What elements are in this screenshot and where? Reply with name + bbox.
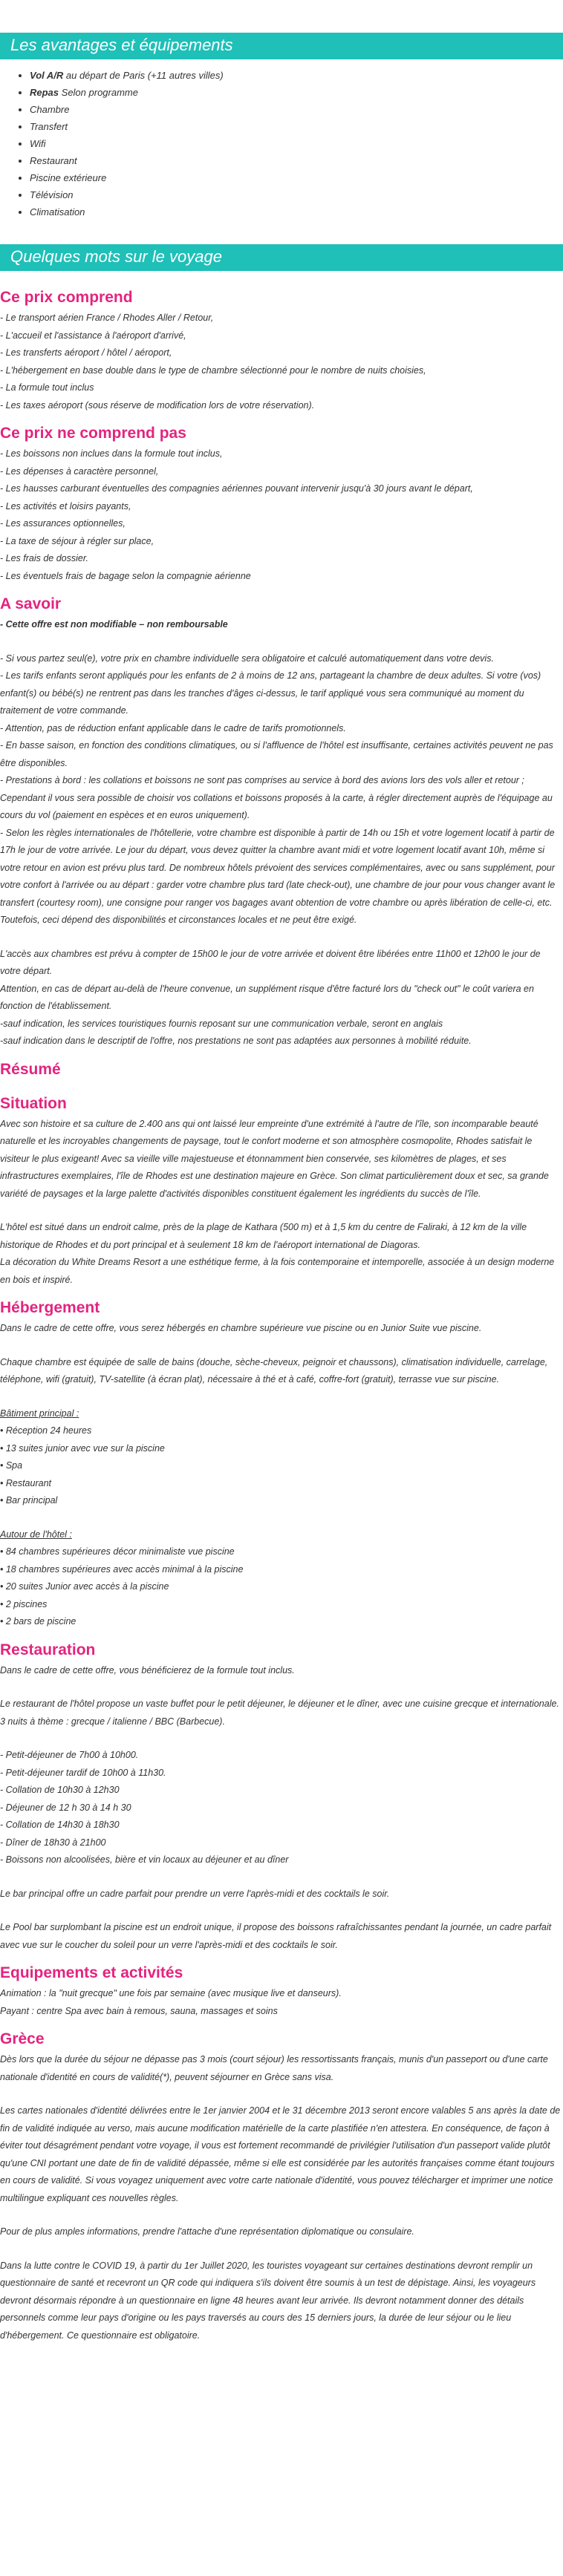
grece-title: Grèce xyxy=(0,2030,45,2047)
situation-paragraph-1: Avec son histoire et sa culture de 2.400 ans qui ont laissé leur empreinte d'une extrémité à l'autre de l'île, son incomparable beauté naturelle et les incroyables changements de paysage, tout le confort moderne et son atmosphère cosmopolite, Rhodes satisfait le visiteur le plus exigeant! Avec sa vieille ville majestueuse et étonnamment bien conservée, ses kilomètres de plages, et ses infrastructures exemplaires, l'île de Rhodes est une destination majeure en Grèce. Son climat particulièrement doux et sec, sa grande variété de paysages et la large palette d'activités disponibles constituent également les ingrédients du succès de l'île. xyxy=(0,1118,549,1199)
autour-item: • 18 chambres supérieures avec accès minimal à la piscine xyxy=(0,1563,244,1575)
avantage-item-text: Chambre xyxy=(30,104,70,115)
prix-comprend-line: - L'accueil et l'assistance à l'aéroport d'arrivé, xyxy=(0,330,186,341)
autour-item: • 2 bars de piscine xyxy=(0,1616,77,1627)
a-savoir-line: - Les tarifs enfants seront appliqués pour les enfants de 2 à moins de 12 ans, partageant la chambre de deux adultes. Si votre (vos) enfant(s) ou bébé(s) ne rentrent pas dans les tranches d'âges ci-dessus, le tarif appliqué vous sera communiqué au moment du traitement de votre commande. xyxy=(0,670,541,716)
a-savoir-line: - Si vous partez seul(e), votre prix en chambre individuelle sera obligatoire et calculé automatiquement dans votre devis. xyxy=(0,653,494,664)
restauration-bar: Le bar principal offre un cadre parfait pour prendre un verre l'après-midi et des cocktails le soir. xyxy=(0,1888,390,1899)
horaire-item: - Petit-déjeuner tardif de 10h00 à 11h30. xyxy=(0,1767,166,1778)
a-savoir-paragraph-2 xyxy=(0,946,563,1050)
avantage-item-text: Climatisation xyxy=(30,206,85,218)
prix-ne-comprend-line: - Les éventuels frais de bagage selon la compagnie aérienne xyxy=(0,570,251,581)
prix-ne-comprend-line: - Les assurances optionnelles, xyxy=(0,518,126,529)
prix-ne-comprend-line: - Les hausses carburant éventuelles des compagnies aériennes pouvant intervenir jusqu'à 30 jours avant le départ, xyxy=(0,483,473,494)
a-savoir-line: - Selon les règles internationales de l'hôtellerie, votre chambre est disponible à partir de 14h ou 15h et votre logement locatif à partir de 17h le jour de votre arrivée. Le jour du départ, vous devez quitter la chambre avant midi et votre logement locatif avant 10h, même si votre retour en avion est prévu plus tard. De nombreux hôtels prévoient des services complémentaires, avec ou sans supplément, pour votre confort à l'arrivée ou au départ : garder votre chambre plus tard (late check-out), une chambre de jour pour vous changer avant le transfert (courtesy room), une consigne pour ranger vos bagages avant obtention de votre chambre ou après libération de celle-ci, etc. Toutefois, ceci dépend des disponibilités et circonstances locales et ne peut être exigé. xyxy=(0,827,556,925)
prix-ne-comprend-list xyxy=(0,445,563,585)
horaire-item: - Petit-déjeuner de 7h00 à 10h00. xyxy=(0,1750,139,1760)
grece-paragraph-2: Les cartes nationales d'identité délivrées entre le 1er janvier 2004 et le 31 décembre 2013 seront encore valables 5 ans après la date de fin de validité indiquée au verso, mais aucune modification matérielle de la carte plastifiée n'en attestera. En conséquence, de façon à éviter tout désagrément pendant votre voyage, il vous est fortement recommandé de privilégier l'utilisation d'un passeport valide plutôt qu'une CNI portant une date de fin de validité dépassée, même si elle est considérée par les autorités françaises comme étant toujours en cours de validité. Si vous voyagez uniquement avec votre carte nationale d'identité, vous pouvez télécharger et imprimer une notice multilingue expliquant ces nouvelles règles. xyxy=(0,2105,561,2203)
resume-title: Résumé xyxy=(0,1060,61,1078)
a-savoir-line: -sauf indication dans le descriptif de l'offre, nos prestations ne sont pas adaptées aux personnes à mobilité réduite. xyxy=(0,1036,472,1046)
a-savoir-title: A savoir xyxy=(0,595,62,612)
horaires-list xyxy=(0,1747,563,1869)
autour-label: Autour de l'hôtel : xyxy=(0,1529,72,1540)
restauration-line: Le restaurant de l'hôtel propose un vaste buffet pour le petit déjeuner, le déjeuner et le dîner, avec une cuisine grecque et internationale. xyxy=(0,1699,559,1709)
grece-paragraph-1: Dès lors que la durée du séjour ne dépasse pas 3 mois (court séjour) les ressortissants français, munis d'un passeport ou d'une carte nationale d'identité en cours de validité(*), peuvent séjourner en Grèce sans visa. xyxy=(0,2054,548,2082)
situation-line: L'hôtel est situé dans un endroit calme, près de la plage de Kathara (500 m) et à 1,5 km du centre de Faliraki, à 12 km de la ville historique de Rhodes et du port principal et à seulement 18 km de l'aéroport international de Diagoras. xyxy=(0,1222,527,1250)
grece-paragraph-3: Pour de plus amples informations, prendre l'attache d'une représentation diplomatique ou consulaire. xyxy=(0,2226,414,2237)
avantage-item xyxy=(30,152,563,169)
avantage-item xyxy=(30,186,563,203)
restauration-line: 3 nuits à thème : grecque / italienne / BBC (Barbecue). xyxy=(0,1716,225,1727)
prix-comprend-list xyxy=(0,310,563,414)
restauration-intro: Dans le cadre de cette offre, vous bénéficierez de la formule tout inclus. xyxy=(0,1664,295,1676)
avantage-item-text: Restaurant xyxy=(30,155,77,166)
batiment-item: • Bar principal xyxy=(0,1495,58,1506)
batiment-list xyxy=(0,1422,563,1510)
equipements-list xyxy=(0,1985,563,2020)
equipement-line: Payant : centre Spa avec bain à remous, sauna, massages et soins xyxy=(0,2005,278,2016)
situation-line: La décoration du White Dreams Resort a une esthétique ferme, à la fois contemporaine et intemporelle, associée à un design moderne en bois et inspiré. xyxy=(0,1257,555,1285)
avantages-header: Les avantages et équipements xyxy=(0,33,563,59)
autour-item: • 20 suites Junior avec accès à la piscine xyxy=(0,1581,169,1592)
a-savoir-line: L'accès aux chambres est prévu à compter de 15h00 le jour de votre arrivée et doivent être libérées entre 11h00 et 12h00 le jour de votre départ. xyxy=(0,948,541,976)
voyage-content xyxy=(0,278,563,2344)
equipement-line: Animation : la "nuit grecque" une fois par semaine (avec musique live et danseurs). xyxy=(0,1988,342,1998)
autour-item: • 84 chambres supérieures décor minimaliste vue piscine xyxy=(0,1546,235,1557)
avantage-item-text: Wifi xyxy=(30,138,46,149)
prix-ne-comprend-line: - La taxe de séjour à régler sur place, xyxy=(0,535,154,546)
horaire-item: - Collation de 14h30 à 18h30 xyxy=(0,1820,120,1830)
a-savoir-line: - En basse saison, en fonction des conditions climatiques, ou si l'affluence de l'hôtel est insuffisante, certaines activités peuvent ne pas être disponibles. xyxy=(0,740,553,768)
avantage-item-text: Piscine extérieure xyxy=(30,172,107,183)
a-savoir-line: - Prestations à bord : les collations et boissons ne sont pas comprises au service à bord des avions lors des vols aller et retour ; Cependant il vous sera possible de choisir vos collations et boissons proposés à la carte, à régler directement auprès de l'équipage au cours du vol (paiement en espèces et en euros uniquement). xyxy=(0,775,553,820)
prix-comprend-line: - Le transport aérien France / Rhodes Aller / Retour, xyxy=(0,313,214,323)
a-savoir-line: Attention, en cas de départ au-delà de l'heure convenue, un supplément risque d'être facturé lors du "check out" le coût variera en fonction de l'établissement. xyxy=(0,983,534,1011)
avantage-item xyxy=(30,203,563,220)
batiment-item: • Spa xyxy=(0,1460,23,1471)
batiment-item: • Réception 24 heures xyxy=(0,1425,92,1436)
a-savoir-paragraph-1 xyxy=(0,650,563,929)
grece-paragraph-4: Dans la lutte contre le COVID 19, à partir du 1er Juillet 2020, les touristes voyageant sur certaines destinations devront remplir un questionnaire de santé et recevront un QR code qui indiquera s'ils doivent être soumis à un test de dépistage. Ainsi, les voyageurs devront désormais répondre à un questionnaire en ligne 48 heures avant leur arrivée. Ils devront notamment donner des détails personnels comme leur pays d'origine ou les pays traversés au cours des 15 derniers jours, la durée de leur séjour ou le lieu d'hébergement. Ce questionnaire est obligatoire. xyxy=(0,2260,536,2341)
a-savoir-line: -sauf indication, les services touristiques fournis reposant sur une communication verbale, seront en anglais xyxy=(0,1018,443,1029)
restauration-title: Restauration xyxy=(0,1641,96,1658)
batiment-item: • 13 suites junior avec vue sur la piscine xyxy=(0,1442,165,1454)
avantage-item xyxy=(30,101,563,118)
avantage-item-text: Selon programme xyxy=(59,87,138,98)
situation-paragraph-2 xyxy=(0,1219,563,1289)
horaire-item: - Dîner de 18h30 à 21h00 xyxy=(0,1837,106,1848)
hebergement-equipment: Chaque chambre est équipée de salle de bains (douche, sèche-cheveux, peignoir et chaussons), climatisation individuelle, carrelage, téléphone, wifi (gratuit), TV-satellite (à écran plat), nécessaire à thé et à café, coffre-fort (gratuit), terrasse vue sur piscine. xyxy=(0,1356,548,1385)
avantage-item xyxy=(30,118,563,135)
avantages-list xyxy=(0,67,563,220)
avantage-item xyxy=(30,67,563,84)
situation-title: Situation xyxy=(0,1094,67,1112)
horaire-item: - Boissons non alcoolisées, bière et vin locaux au déjeuner et au dîner xyxy=(0,1854,289,1865)
prix-ne-comprend-line: - Les activités et loisirs payants, xyxy=(0,500,131,511)
restauration-pool-bar: Le Pool bar surplombant la piscine est un endroit unique, il propose des boissons rafraîchissantes pendant la journée, un cadre parfait avec vue sur le coucher du soleil pour un verre l'après-midi et des cocktails le soir. xyxy=(0,1922,552,1950)
prix-comprend-title: Ce prix comprend xyxy=(0,289,133,306)
hebergement-title: Hébergement xyxy=(0,1299,100,1316)
a-savoir-line: - Attention, pas de réduction enfant applicable dans le cadre de tarifs promotionnels. xyxy=(0,722,346,733)
avantage-item-bold: Repas xyxy=(30,87,59,98)
hebergement-intro: Dans le cadre de cette offre, vous serez hébergés en chambre supérieure vue piscine ou en Junior Suite vue piscine. xyxy=(0,1323,482,1333)
voyage-header: Quelques mots sur le voyage xyxy=(0,244,563,271)
autour-item: • 2 piscines xyxy=(0,1598,48,1609)
prix-comprend-line: - L'hébergement en base double dans le type de chambre sélectionné pour le nombre de nuits choisies, xyxy=(0,365,426,376)
avantage-item-text: Télévision xyxy=(30,189,74,200)
batiment-item: • Restaurant xyxy=(0,1477,51,1488)
prix-comprend-line: - Les taxes aéroport (sous réserve de modification lors de votre réservation). xyxy=(0,399,315,411)
prix-ne-comprend-title: Ce prix ne comprend pas xyxy=(0,425,186,442)
avantage-item-text: au départ de Paris (+11 autres villes) xyxy=(63,70,224,81)
batiment-label: Bâtiment principal : xyxy=(0,1408,79,1419)
avantage-item-text: Transfert xyxy=(30,121,68,132)
avantage-item xyxy=(30,169,563,186)
avantage-item-bold: Vol A/R xyxy=(30,70,64,81)
equipements-title: Equipements et activités xyxy=(0,1964,183,1981)
prix-comprend-line: - Les transferts aéroport / hôtel / aéroport, xyxy=(0,347,172,358)
avantage-item xyxy=(30,135,563,152)
prix-ne-comprend-line: - Les frais de dossier. xyxy=(0,553,89,563)
prix-ne-comprend-line: - Les boissons non inclues dans la formule tout inclus, xyxy=(0,448,223,459)
horaire-item: - Collation de 10h30 à 12h30 xyxy=(0,1785,120,1795)
restauration-restaurant xyxy=(0,1696,563,1730)
prix-ne-comprend-line: - Les dépenses à caractère personnel, xyxy=(0,465,159,477)
avantage-item xyxy=(30,84,563,101)
prix-comprend-line: - La formule tout inclus xyxy=(0,382,94,393)
autour-list xyxy=(0,1543,563,1631)
a-savoir-subtitle: - Cette offre est non modifiable – non remboursable xyxy=(0,619,228,630)
horaire-item: - Déjeuner de 12 h 30 à 14 h 30 xyxy=(0,1802,131,1813)
